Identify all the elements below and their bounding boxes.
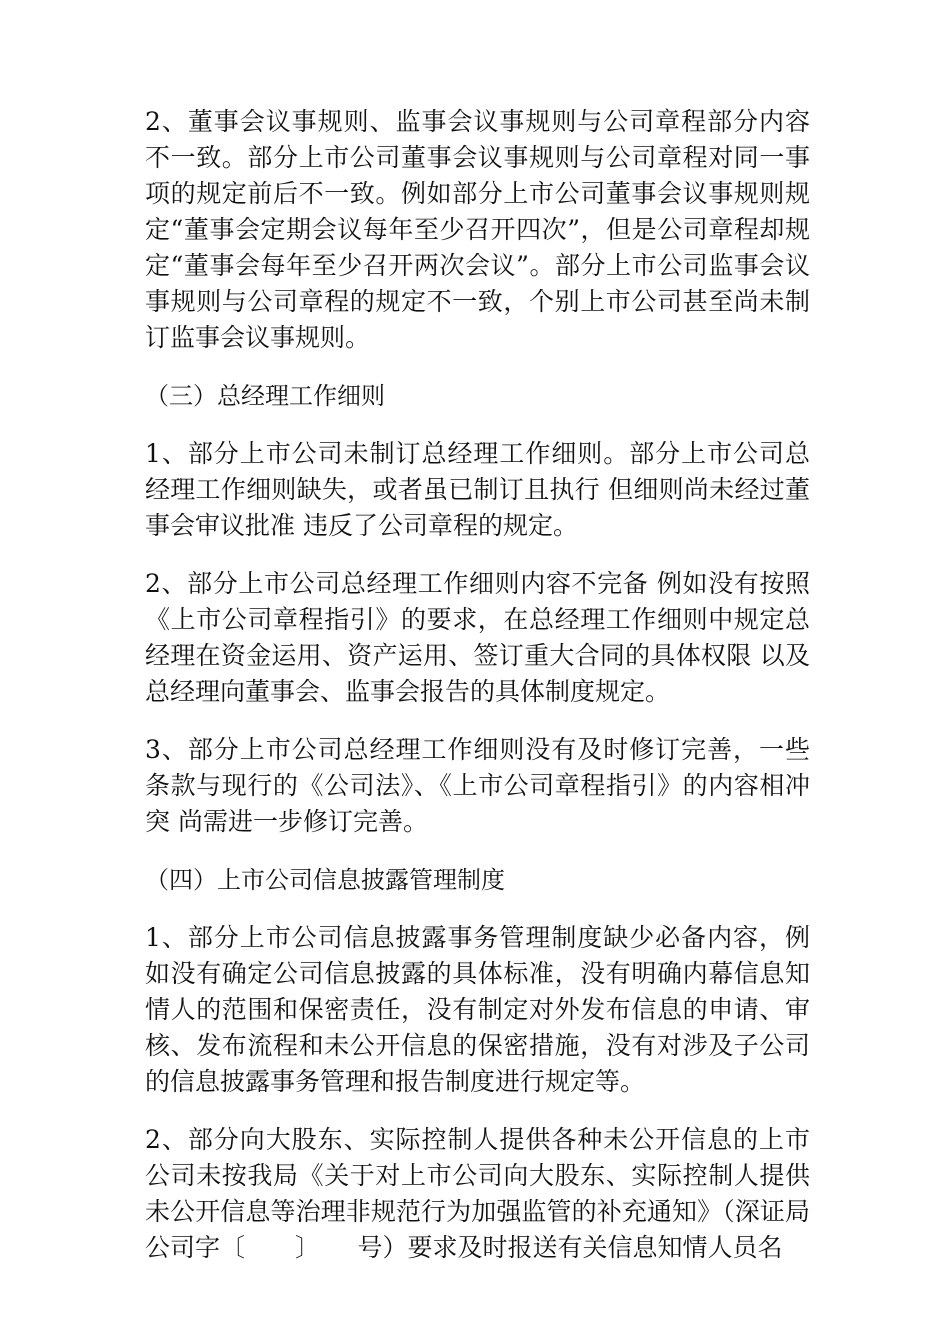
- paragraph-disclosure-insider-list: 2、部分向大股东、实际控制人提供各种未公开信息的上市公司未按我局《关于对上市公司向大股东、实际控制人提供未公开信息等治理非规范行为加强监管的补充通知》（深证局公司字〔 〕 号）要求及时报送有关信息知情人员名: [145, 1125, 810, 1262]
- paragraph-gm-rules-missing: 1、部分上市公司未制订总经理工作细则。部分上市公司总经理工作细则缺失，或者虽已制订且执行 但细则尚未经过董事会审议批准 违反了公司章程的规定。: [145, 439, 810, 540]
- section-heading-general-manager-rules: （三）总经理工作细则: [145, 382, 385, 410]
- paragraph-disclosure-missing-content: 1、部分上市公司信息披露事务管理制度缺少必备内容，例如没有确定公司信息披露的具体标准，没有明确内幕信息知情人的范围和保密责任，没有制定对外发布信息的申请、审核、发布流程和未公开信息的保密措施，没有对涉及子公司的信息披露事务管理和报告制度进行规定等。: [145, 923, 810, 1096]
- document-body: [145, 104, 810, 1288]
- paragraph-gm-rules-outdated: 3、部分上市公司总经理工作细则没有及时修订完善，一些条款与现行的《公司法》、《上市公司章程指引》的内容相冲突 尚需进一步修订完善。: [145, 735, 810, 836]
- paragraph-gm-rules-incomplete: 2、部分上市公司总经理工作细则内容不完备 例如没有按照《上市公司章程指引》的要求，在总经理工作细则中规定总经理在资金运用、资产运用、签订重大合同的具体权限 以及总经理向董事会、监事会报告的具体制度规定。: [145, 569, 810, 706]
- section-heading-disclosure-management: （四）上市公司信息披露管理制度: [145, 866, 505, 894]
- paragraph-board-rules-inconsistency: 2、董事会议事规则、监事会议事规则与公司章程部分内容不一致。部分上市公司董事会议事规则与公司章程对同一事项的规定前后不一致。例如部分上市公司董事会议事规则规定“董事会定期会议每年至少召开四次”，但是公司章程却规定“董事会每年至少召开两次会议”。部分上市公司监事会议事规则与公司章程的规定不一致，个别上市公司甚至尚未制订监事会议事规则。: [145, 107, 810, 352]
